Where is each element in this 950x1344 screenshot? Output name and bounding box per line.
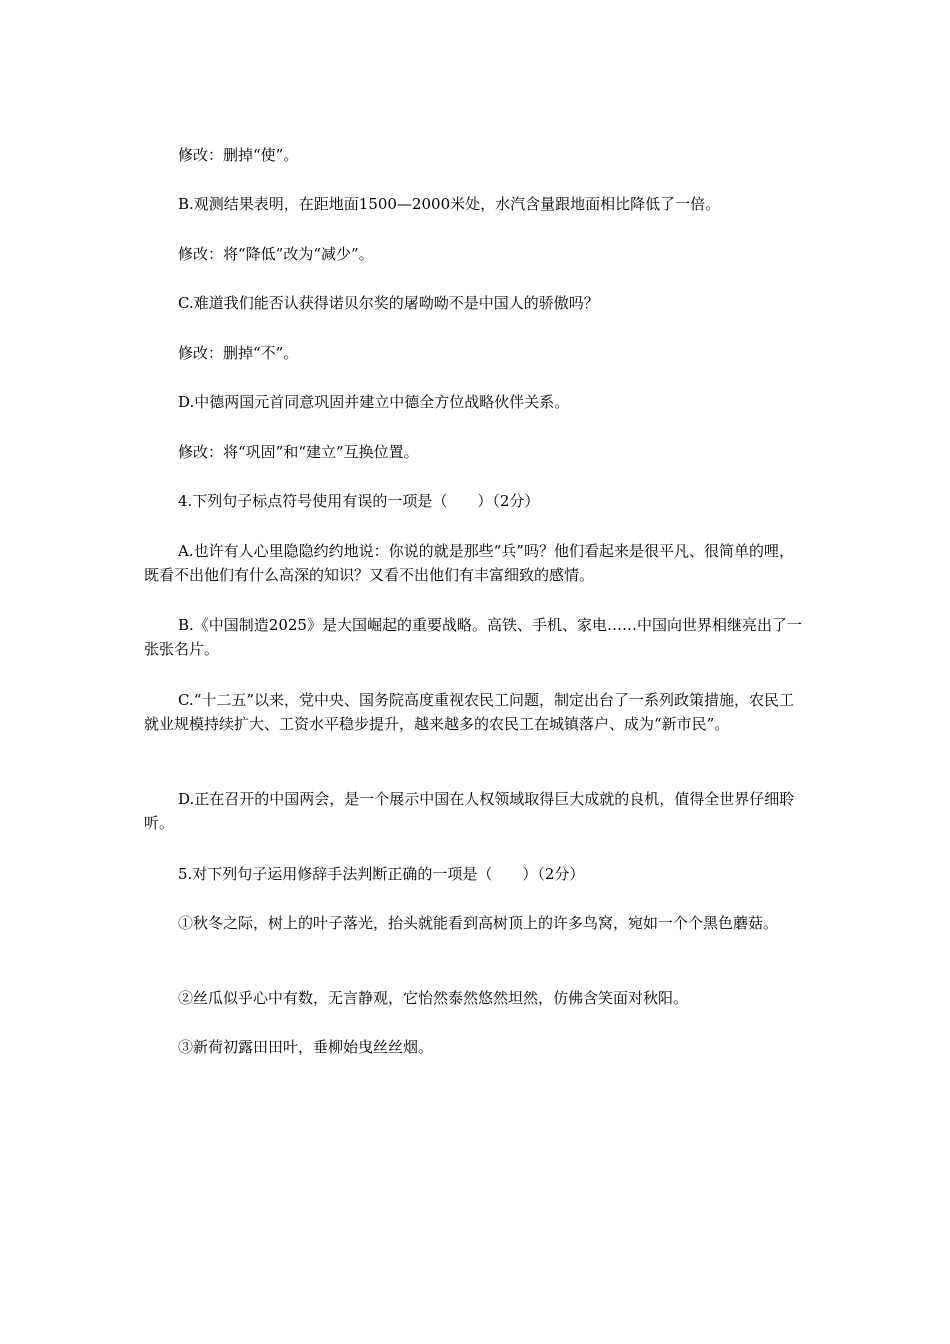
question-4-option-d: D.正在召开的中国两会，是一个展示中国在人权领域取得巨大成就的良机，值得全世界仔细聆听。 xyxy=(144,790,795,832)
revision-note-d: 修改：将“巩固”和“建立”互换位置。 xyxy=(178,443,419,461)
option-c-sentence: C.难道我们能否认获得诺贝尔奖的屠呦呦不是中国人的骄傲吗？ xyxy=(178,294,599,312)
revision-note-a: 修改：删掉“使”。 xyxy=(178,146,299,164)
question-5-sentence-2: ②丝瓜似乎心中有数，无言静观，它怡然泰然悠然坦然，仿佛含笑面对秋阳。 xyxy=(178,989,689,1007)
revision-note-b: 修改：将“降低”改为“减少”。 xyxy=(178,245,374,263)
question-5-stem: 5.对下列句子运用修辞手法判断正确的一项是（ ）（2分） xyxy=(178,865,585,883)
question-4-option-b: B.《中国制造2025》是大国崛起的重要战略。高铁、手机、家电……中国向世界相继亮出了一张张名片。 xyxy=(144,616,802,658)
question-4-option-c: C.“十二五”以来，党中央、国务院高度重视农民工问题，制定出台了一系列政策措施，农民工就业规模持续扩大、工资水平稳步提升，越来越多的农民工在城镇落户、成为“新市民”。 xyxy=(144,691,795,733)
revision-note-c: 修改：删掉“不”。 xyxy=(178,344,299,362)
question-4-stem: 4.下列句子标点符号使用有误的一项是（ ）（2分） xyxy=(178,492,540,510)
question-4-option-a: A.也许有人心里隐隐约约地说：你说的就是那些“兵”吗？他们看起来是很平凡、很简单的哩，既看不出他们有什么高深的知识？又看不出他们有丰富细致的感情。 xyxy=(144,542,794,584)
question-5-sentence-1: ①秋冬之际，树上的叶子落光，抬头就能看到高树顶上的许多鸟窝，宛如一个个黑色蘑菇。 xyxy=(178,914,779,932)
option-d-sentence: D.中德两国元首同意巩固并建立中德全方位战略伙伴关系。 xyxy=(178,393,570,411)
option-b-sentence: B.观测结果表明，在距地面1500—2000米处，水汽含量跟地面相比降低了一倍。 xyxy=(178,195,721,213)
question-5-sentence-3: ③新荷初露田田叶，垂柳始曳丝丝烟。 xyxy=(178,1038,434,1056)
